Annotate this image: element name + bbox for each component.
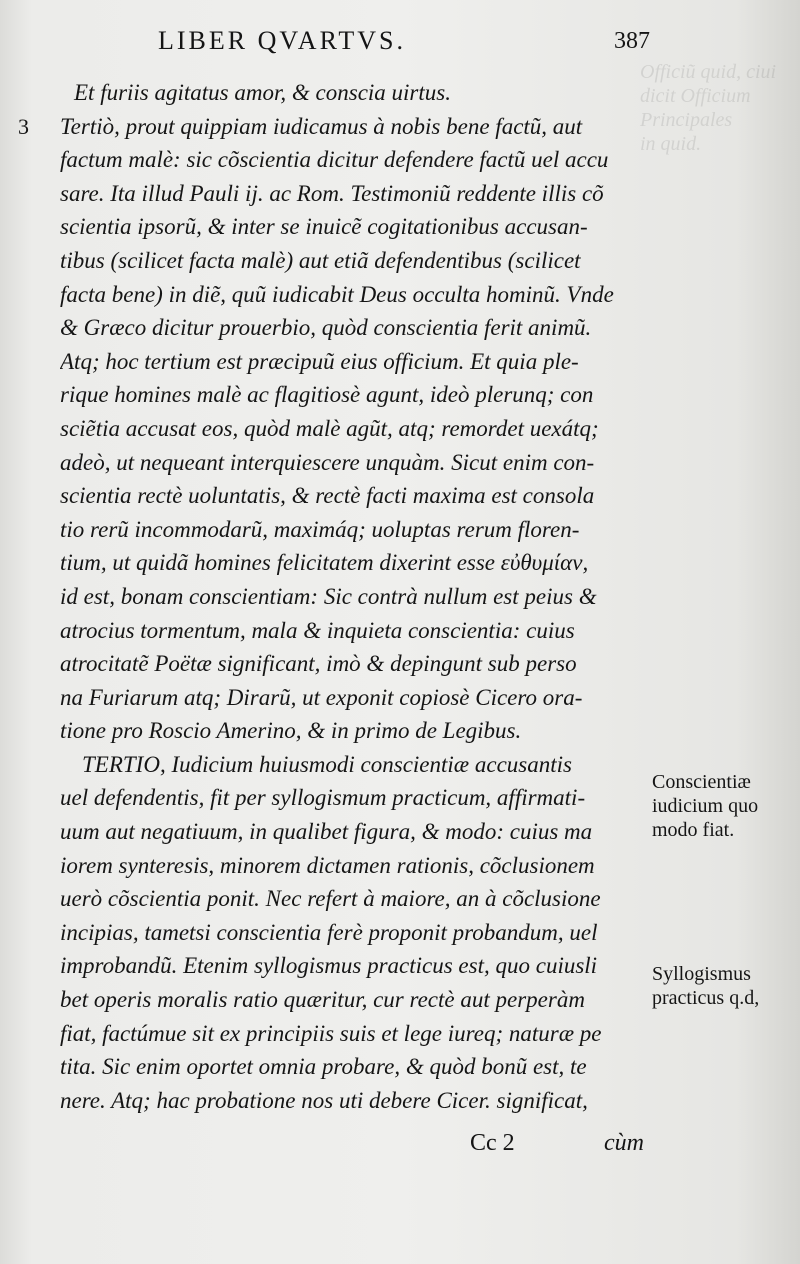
signature-mark: Cc 2 (470, 1130, 515, 1156)
text-line: uum aut negatiuum, in qualibet figura, & modo: cuius ma (60, 819, 593, 845)
body-text (60, 76, 644, 1117)
text-line: uerò cõscientia ponit. Nec refert à maiore, an à cõclusione (60, 886, 601, 912)
text-line: tio rerũ incommodarũ, maximáq; uoluptas rerum floren- (60, 516, 580, 542)
text-line: Tertiò, prout quippiam iudicamus à nobis bene factũ, aut (60, 113, 583, 139)
text-line: atrocius tormentum, mala & inquieta conscientia: cuius (60, 617, 575, 643)
text-line: adeò, ut nequeant interquiescere unquàm. Sicut enim con- (60, 449, 595, 475)
text-line: improbandũ. Etenim syllogismus practicus est, quo cuiusli (60, 953, 598, 979)
margin-note-line: Syllogismus (652, 963, 751, 985)
text-line: scientia rectè uoluntatis, & rectè facti maxima est consola (60, 483, 595, 509)
text-line: fiat, factúmue sit ex principiis suis et lege iureq; naturæ pe (60, 1020, 602, 1046)
text-line: id est, bonam conscientiam: Sic contrà nullum est peius & (60, 583, 597, 609)
text-line: sare. Ita illud Pauli ij. ac Rom. Testimoniũ reddente illis cõ (60, 180, 604, 206)
text-line: na Furiarum atq; Dirarũ, ut exponit copiosè Cicero ora- (60, 684, 583, 710)
text-line: bet operis moralis ratio quæritur, cur rectè aut perperàm (60, 987, 585, 1013)
text-line: nere. Atq; hac probatione nos uti debere Cicer. significat, (60, 1087, 588, 1113)
margin-note-syllogismus (652, 962, 800, 1010)
show-through-text: Officiũ quid, ciui dicit Officium Principales in quid. (640, 61, 777, 155)
margin-note-line: practicus q.d, (652, 987, 760, 1009)
text-line: sciẽtia accusat eos, quòd malè agũt, atq; remordet uexátq; (60, 415, 599, 441)
running-head: LIBER QVARTVS. (158, 26, 406, 55)
text-line: Atq; hoc tertium est præcipuũ eius officium. Et quia ple- (60, 348, 579, 374)
text-line: tita. Sic enim oportet omnia probare, & quòd bonũ est, te (60, 1054, 587, 1080)
margin-note-line: modo fiat. (652, 819, 735, 841)
page-number: 387 (614, 28, 650, 54)
text-line: factum malè: sic cõscientia dicitur defendere factũ uel accu (60, 147, 609, 173)
text-line: Et furiis agitatus amor, & conscia uirtus. (74, 80, 451, 105)
margin-note-line: Conscientiæ (652, 771, 751, 793)
text-line: scientia ipsorũ, & inter se inuicẽ cogitationibus accusan- (60, 214, 588, 240)
text-line: rique homines malè ac flagitiosè agunt, ideò plerunq; con (60, 382, 594, 408)
text-line: tione pro Roscio Amerino, & in primo de Legibus. (60, 718, 522, 744)
text-line: uel defendentis, fit per syllogismum practicum, affirmati- (60, 785, 586, 811)
text-line: atrocitatẽ Poëtæ significant, imò & depingunt sub perso (60, 651, 577, 677)
section-number: 3 (18, 114, 29, 139)
text-line: incipias, tametsi conscientia ferè proponit probandum, uel (60, 919, 598, 945)
text-line: iorem synteresis, minorem dictamen rationis, cõclusionem (60, 852, 595, 878)
text-line: facta bene) in diẽ, quũ iudicabit Deus occulta hominũ. Vnde (60, 281, 614, 307)
catchline (440, 1130, 650, 1164)
text-line: tibus (scilicet facta malè) aut etiã defendentibus (scilicet (60, 247, 581, 273)
text-line: tium, ut quidã homines felicitatem dixerint esse εὐθυμίαν, (60, 550, 589, 576)
text-line: TERTIO, Iudicium huiusmodi conscientiæ accusantis (82, 751, 572, 777)
page-header (150, 26, 670, 60)
catchword: cùm (604, 1130, 644, 1156)
text-line: & Græco dicitur prouerbio, quòd conscientia ferit animũ. (60, 315, 592, 341)
margin-note-conscientia (652, 770, 800, 842)
margin-note-line: iudicium quo (652, 795, 759, 817)
